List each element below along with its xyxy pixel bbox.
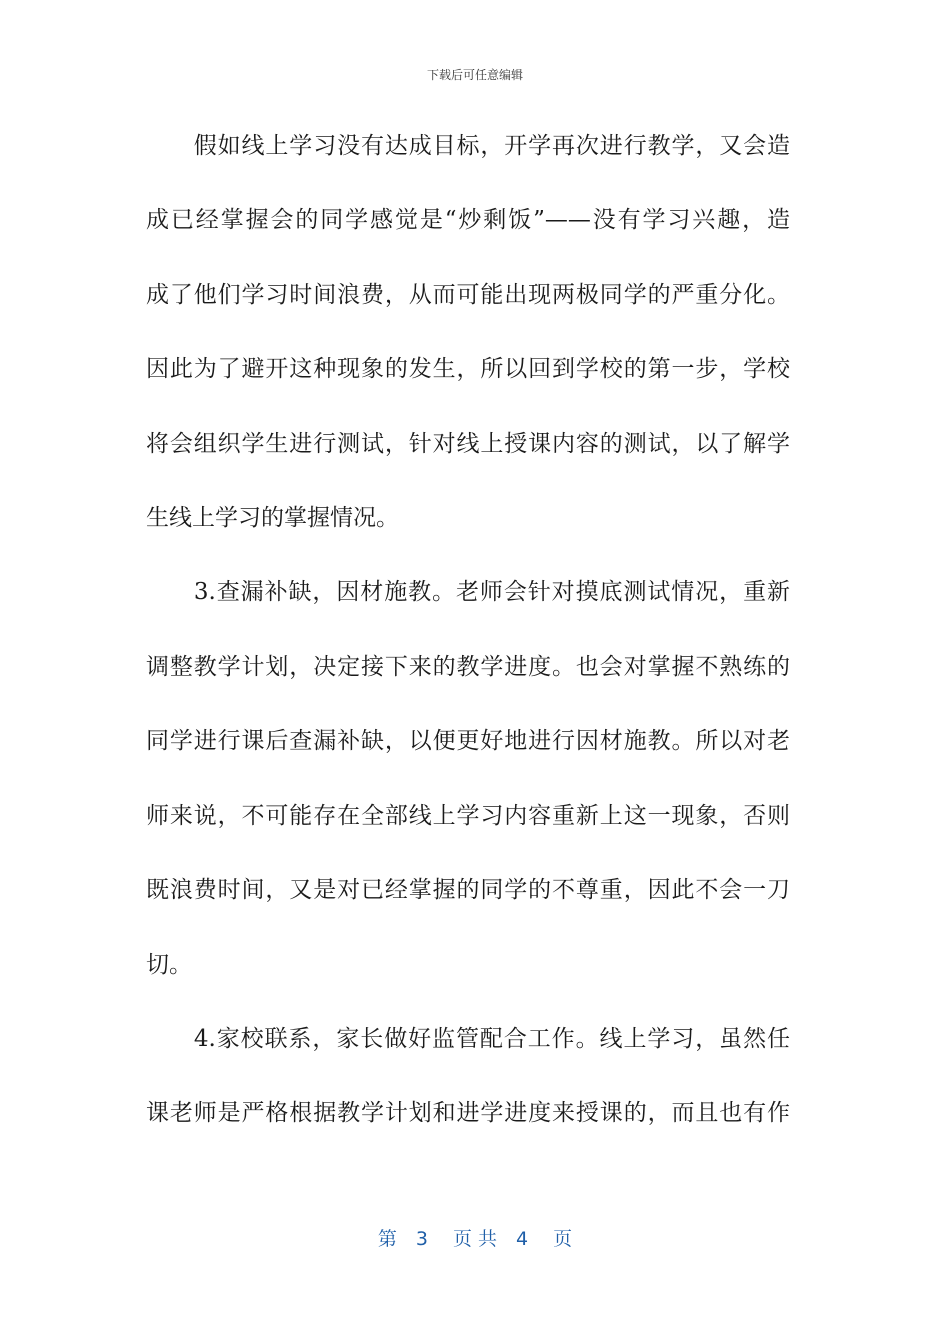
text-line: 既浪费时间，又是对已经掌握的同学的不尊重，因此不会一刀 — [146, 877, 790, 903]
text-line: 课老师是严格根据教学计划和进学进度来授课的，而且也有作 — [146, 1100, 790, 1126]
text-line: 生线上学习的掌握情况。 — [146, 505, 399, 531]
text-line: 切。 — [146, 952, 192, 978]
text-line: 将会组织学生进行测试，针对线上授课内容的测试，以了解学 — [146, 431, 790, 457]
text-line: 因此为了避开这种现象的发生，所以回到学校的第一步，学校 — [146, 356, 790, 382]
page-number: 第 3 页 共 4 页 — [377, 1228, 573, 1250]
text-line: 同学进行课后查漏补缺，以便更好地进行因材施教。所以对老 — [146, 728, 790, 754]
text-line: 调整教学计划，决定接下来的教学进度。也会对掌握不熟练的 — [146, 654, 790, 680]
text-line: 成了他们学习时间浪费，从而可能出现两极同学的严重分化。 — [146, 282, 790, 308]
text-line: 师来说，不可能存在全部线上学习内容重新上这一现象，否则 — [146, 803, 790, 829]
text-line: 成已经掌握会的同学感觉是“炒剩饭”——没有学习兴趣，造 — [146, 207, 790, 233]
header-note: 下载后可任意编辑 — [426, 68, 523, 82]
text-line: 4.家校联系，家长做好监管配合工作。线上学习，虽然任 — [146, 1026, 790, 1052]
text-line: 3.查漏补缺，因材施教。老师会针对摸底测试情况，重新 — [146, 579, 790, 605]
text-line: 假如线上学习没有达成目标，开学再次进行教学，又会造 — [146, 133, 790, 159]
